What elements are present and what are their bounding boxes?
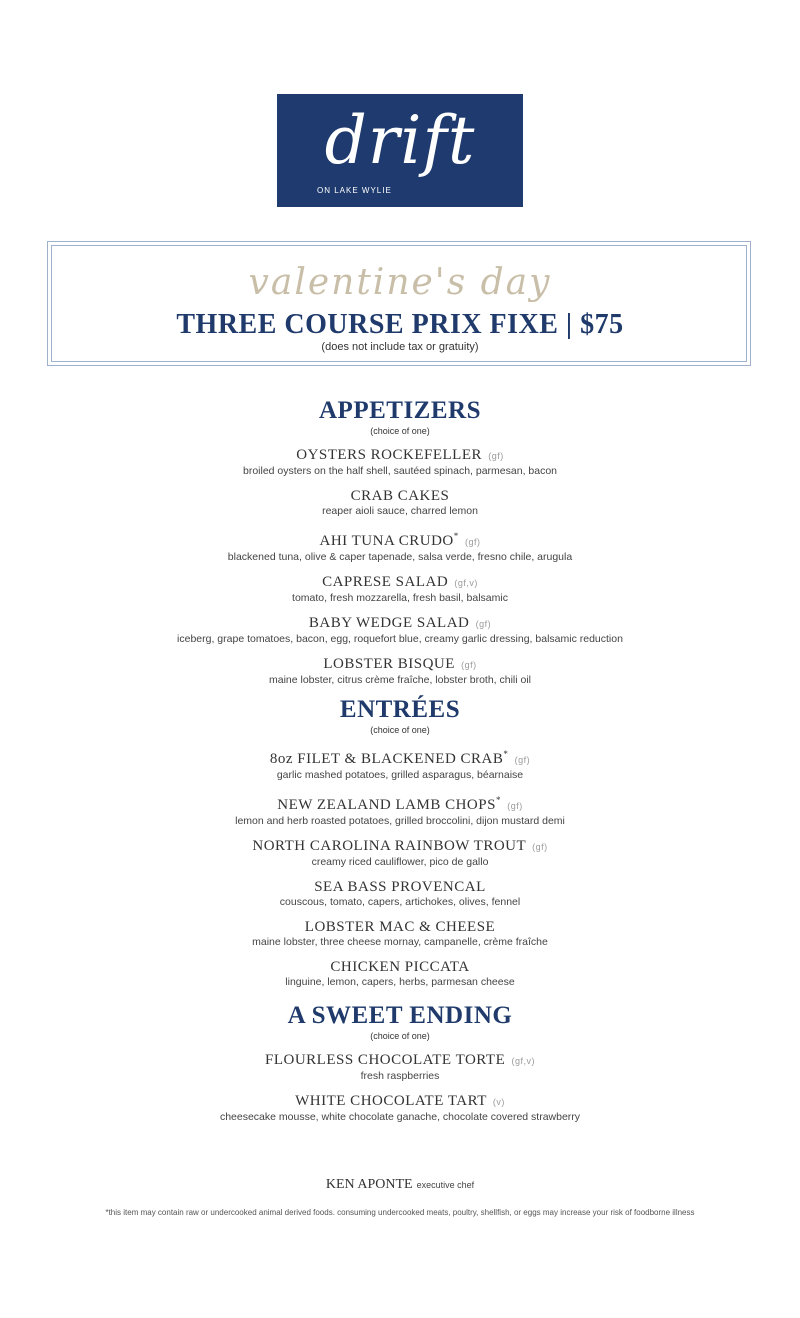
menu-item-description: maine lobster, three cheese mornay, campanelle, crème fraîche bbox=[252, 936, 548, 948]
appetizers-section bbox=[0, 397, 800, 697]
menu-item-title bbox=[0, 615, 800, 633]
section-title: APPETIZERS bbox=[319, 397, 481, 424]
menu-item-name: CAPRESE SALAD bbox=[322, 574, 449, 590]
menu-item bbox=[0, 1093, 800, 1124]
raw-warning-mark: * bbox=[495, 795, 501, 805]
menu-item-title bbox=[0, 574, 800, 592]
menu-item-description: reaper aioli sauce, charred lemon bbox=[322, 505, 478, 517]
menu-item-title bbox=[0, 838, 800, 856]
disclaimer: *this item may contain raw or undercooked animal derived foods. consuming undercooked meats, poultry, shellfish, or eggs may increase your risk of foodborne illness bbox=[105, 1208, 695, 1217]
menu-item-name: WHITE CHOCOLATE TART bbox=[295, 1093, 487, 1109]
menu-item-name: OYSTERS ROCKEFELLER bbox=[296, 447, 482, 463]
dietary-tag: (gf) bbox=[532, 842, 548, 852]
section-subtitle: (choice of one) bbox=[370, 725, 430, 735]
menu-item-title bbox=[0, 746, 800, 769]
menu-item bbox=[0, 574, 800, 605]
menu-item bbox=[0, 879, 800, 909]
chef-title: executive chef bbox=[416, 1180, 475, 1190]
entrees-section bbox=[0, 696, 800, 999]
raw-warning-mark: * bbox=[503, 749, 509, 759]
section-title: ENTRÉES bbox=[339, 696, 461, 723]
logo-subtitle: ON LAKE WYLIE bbox=[317, 186, 392, 195]
restaurant-logo bbox=[277, 94, 523, 207]
dietary-tag: (gf) bbox=[514, 755, 531, 765]
menu-item-name: FLOURLESS CHOCOLATE TORTE bbox=[265, 1052, 506, 1068]
dietary-tag: (gf) bbox=[507, 801, 523, 811]
logo-script: drift bbox=[324, 102, 476, 179]
dietary-tag: (v) bbox=[492, 1097, 505, 1107]
menu-item-title bbox=[0, 919, 800, 936]
chef-credit bbox=[0, 1177, 800, 1193]
menu-item bbox=[0, 656, 800, 687]
menu-item-description: broiled oysters on the half shell, sautéed spinach, parmesan, bacon bbox=[242, 465, 558, 477]
menu-item-title bbox=[0, 1052, 800, 1070]
menu-item-name: SEA BASS PROVENCAL bbox=[314, 879, 486, 895]
dietary-tag: (gf) bbox=[461, 660, 477, 670]
dietary-tag: (gf) bbox=[475, 619, 492, 629]
menu-item-description: linguine, lemon, capers, herbs, parmesan cheese bbox=[285, 976, 515, 988]
menu-item-title bbox=[0, 792, 800, 815]
menu-item-name: 8oz FILET & BLACKENED CRAB bbox=[269, 751, 504, 767]
section-title: A SWEET ENDING bbox=[287, 1002, 513, 1029]
menu-item bbox=[0, 1052, 800, 1083]
menu-item bbox=[0, 959, 800, 989]
menu-item-name: AHI TUNA CRUDO bbox=[319, 533, 454, 549]
menu-item bbox=[0, 792, 800, 828]
menu-item-title bbox=[0, 488, 800, 505]
prix-fixe-note: (does not include tax or gratuity) bbox=[321, 341, 479, 353]
menu-item bbox=[0, 838, 800, 869]
menu-item-title bbox=[0, 656, 800, 674]
menu-item-name: LOBSTER BISQUE bbox=[323, 656, 455, 672]
menu-item bbox=[0, 919, 800, 949]
menu-item-description: fresh raspberries bbox=[360, 1070, 440, 1082]
menu-item-title bbox=[0, 959, 800, 976]
dietary-tag: (gf) bbox=[488, 451, 504, 461]
menu-item-description: tomato, fresh mozzarella, fresh basil, balsamic bbox=[292, 592, 508, 604]
menu-item-description: maine lobster, citrus crème fraîche, lobster broth, chili oil bbox=[268, 674, 532, 686]
menu-item-title bbox=[0, 447, 800, 465]
menu-item-name: NORTH CAROLINA RAINBOW TROUT bbox=[252, 838, 526, 854]
menu-item bbox=[0, 528, 800, 564]
dietary-tag: (gf,v) bbox=[454, 578, 478, 588]
menu-item bbox=[0, 447, 800, 478]
dietary-tag: (gf) bbox=[464, 537, 481, 547]
menu-item-name: CRAB CAKES bbox=[350, 488, 450, 504]
menu-item-title bbox=[0, 528, 800, 551]
menu-item-name: NEW ZEALAND LAMB CHOPS bbox=[277, 797, 496, 813]
menu-item-title bbox=[0, 879, 800, 896]
menu-item-description: garlic mashed potatoes, grilled asparagus, béarnaise bbox=[276, 769, 524, 781]
menu-item-name: CHICKEN PICCATA bbox=[330, 959, 470, 975]
section-subtitle: (choice of one) bbox=[370, 426, 430, 436]
prix-fixe-title: THREE COURSE PRIX FIXE | $75 bbox=[176, 309, 624, 340]
chef-name: KEN APONTE bbox=[325, 1177, 413, 1192]
menu-item-name: BABY WEDGE SALAD bbox=[308, 615, 470, 631]
menu-item bbox=[0, 615, 800, 646]
menu-item-name: LOBSTER MAC & CHEESE bbox=[304, 919, 496, 935]
menu-item-description: blackened tuna, olive & caper tapenade, salsa verde, fresno chile, arugula bbox=[227, 551, 573, 563]
menu-item-description: creamy riced cauliflower, pico de gallo bbox=[311, 856, 489, 868]
menu-item-description: iceberg, grape tomatoes, bacon, egg, roquefort blue, creamy garlic dressing, balsamic reduction bbox=[177, 633, 623, 645]
menu-item-description: cheesecake mousse, white chocolate ganache, chocolate covered strawberry bbox=[219, 1111, 581, 1123]
menu-item-description: lemon and herb roasted potatoes, grilled broccolini, dijon mustard demi bbox=[235, 815, 565, 827]
raw-warning-mark: * bbox=[453, 531, 459, 541]
menu-item bbox=[0, 746, 800, 782]
dietary-tag: (gf,v) bbox=[511, 1056, 535, 1066]
menu-item-description: couscous, tomato, capers, artichokes, olives, fennel bbox=[279, 896, 521, 908]
desserts-section bbox=[0, 1002, 800, 1134]
menu-item-title bbox=[0, 1093, 800, 1111]
section-subtitle: (choice of one) bbox=[370, 1031, 430, 1041]
occasion-script: valentine's day bbox=[248, 262, 552, 303]
menu-item bbox=[0, 488, 800, 518]
